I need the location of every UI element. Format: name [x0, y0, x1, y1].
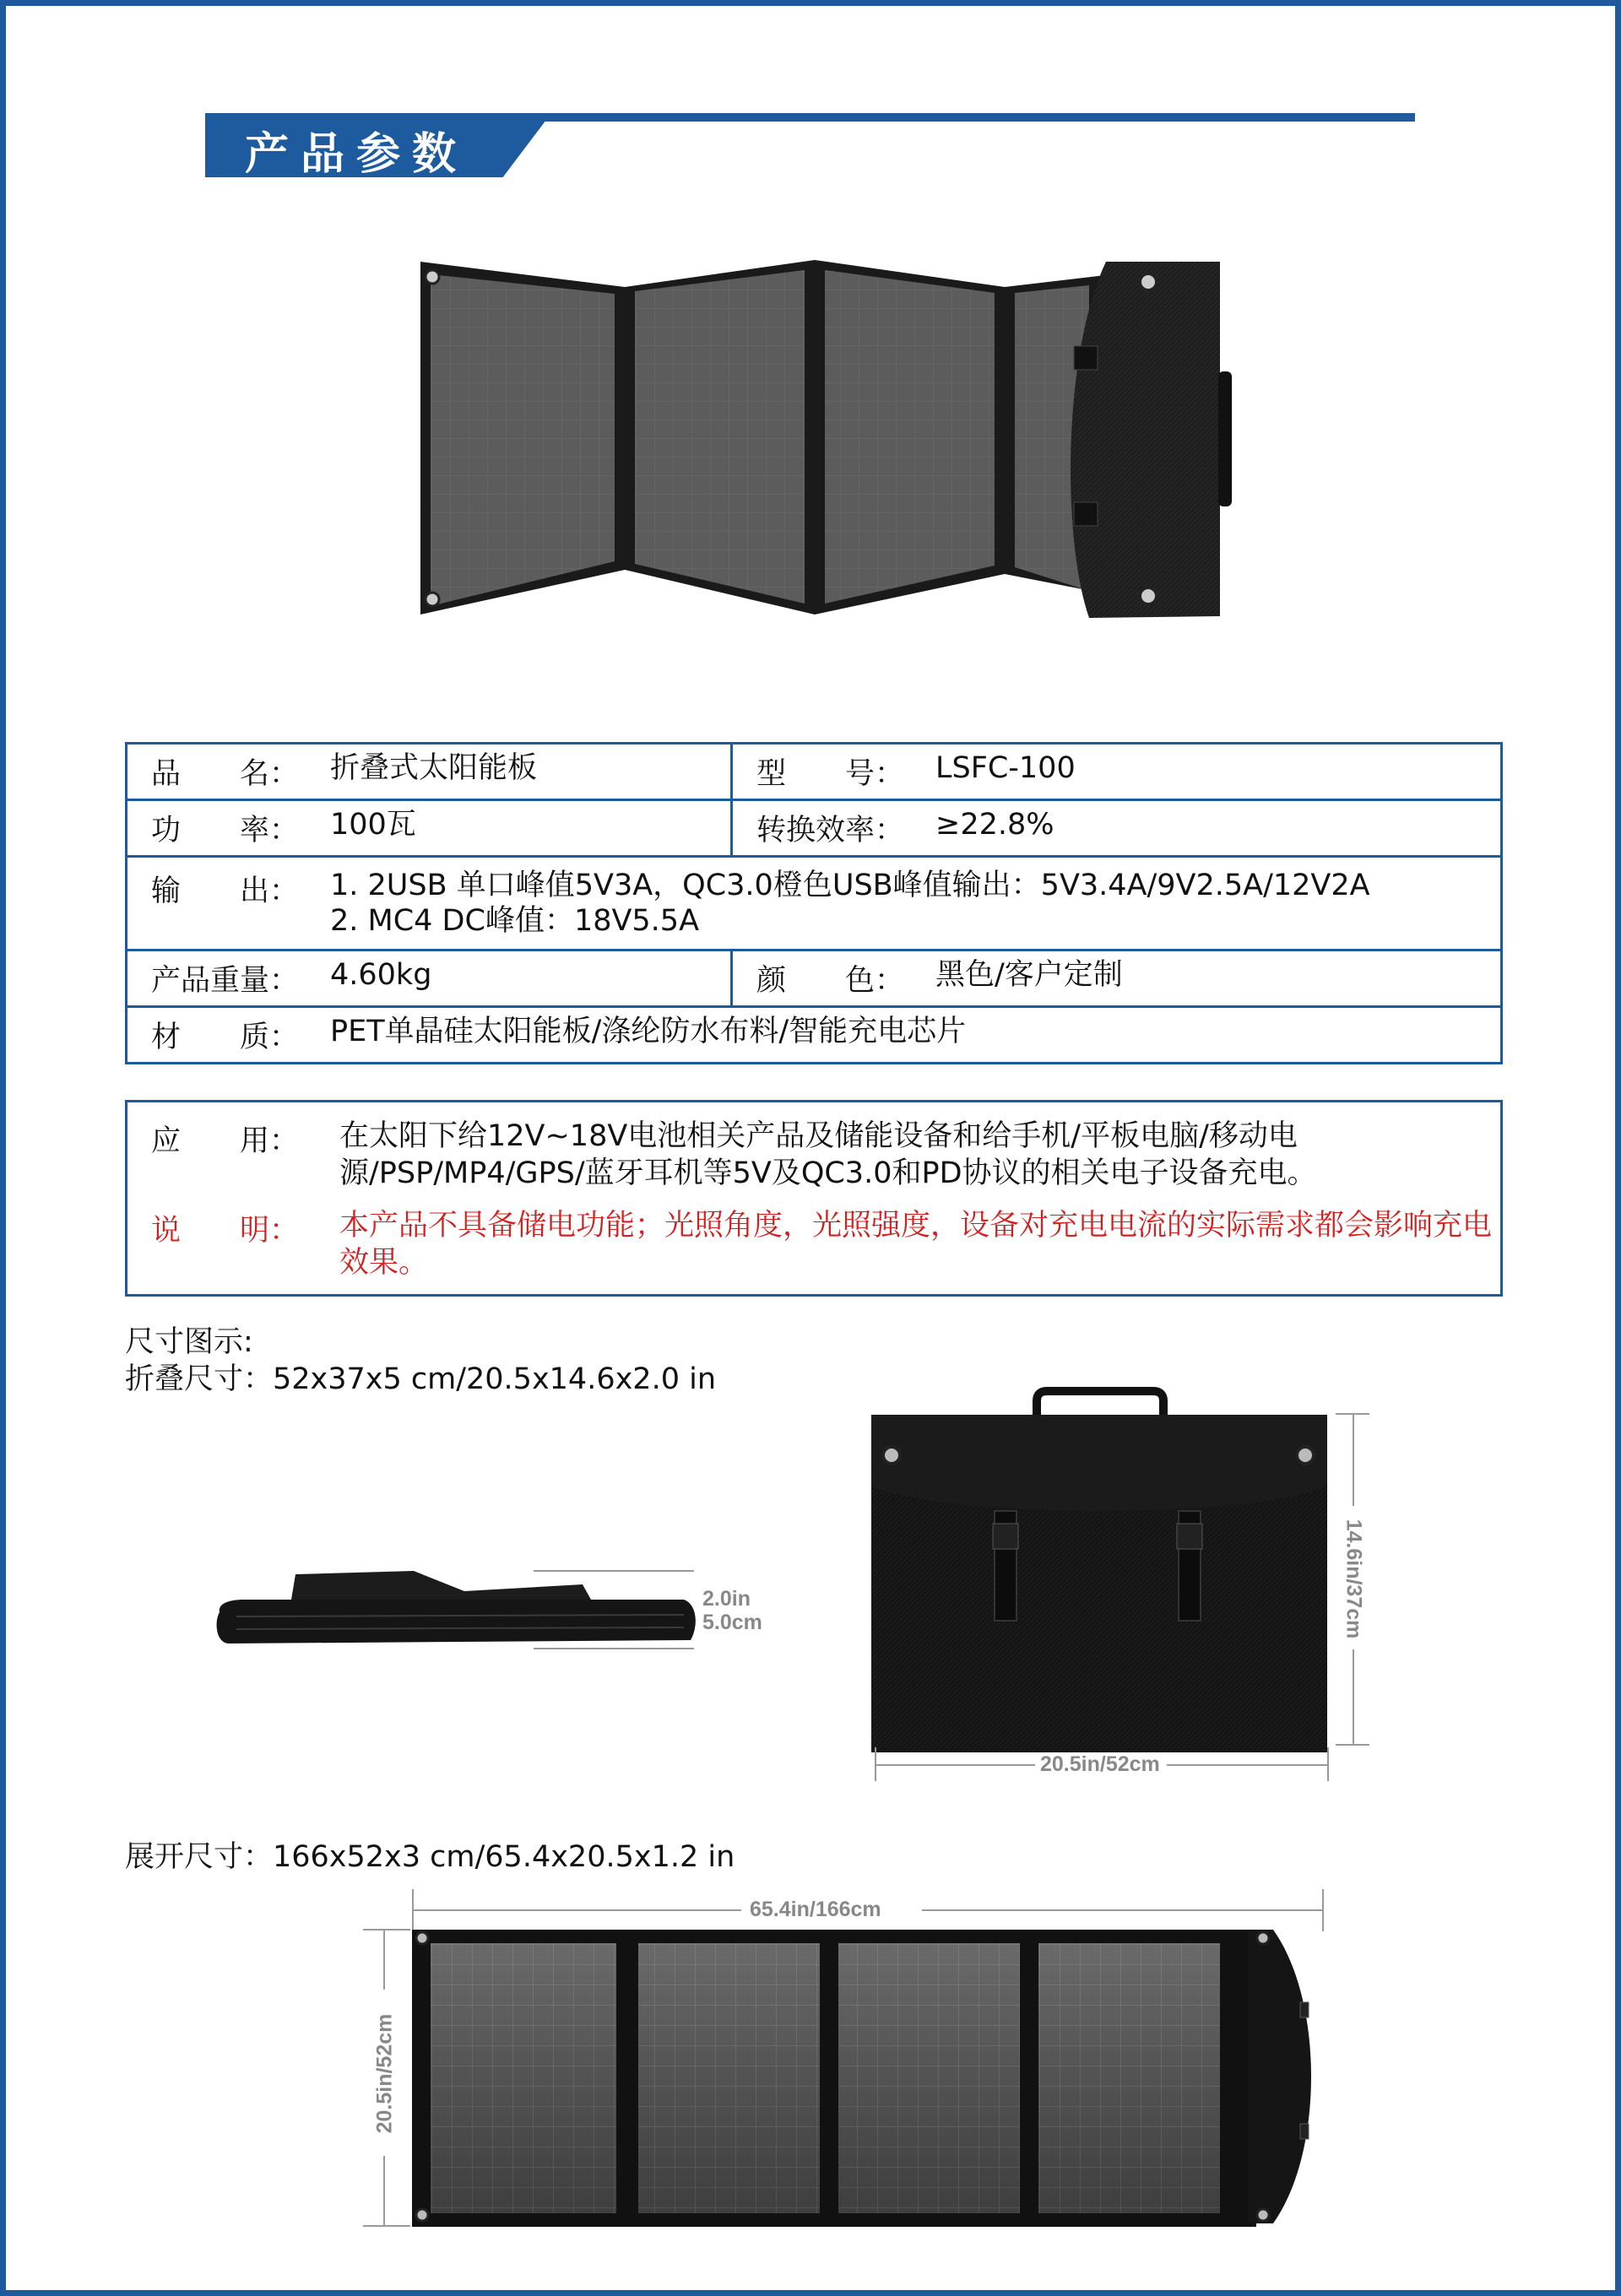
unfolded-height-guide-bottom [363, 2225, 410, 2227]
spec-label-output: 输 出： [151, 875, 300, 908]
folded-front-view-image [868, 1384, 1341, 1756]
unfolded-panel-image [412, 1925, 1324, 2228]
spec-label-efficiency: 转换效率： [756, 814, 905, 847]
width-guide-right [1327, 1747, 1329, 1781]
folded-side-view-image [211, 1566, 701, 1654]
application-value: 在太阳下给12V~18V电池相关产品及储能设备和给手机/平板电脑/移动电源/PSP/MP4/GPS/蓝牙耳机等5V及QC3.0和PD协议的相关电子设备充电。 [339, 1119, 1317, 1190]
spec-value-power: 100瓦 [330, 808, 416, 842]
spec-value-name: 折叠式太阳能板 [330, 751, 538, 785]
thickness-guide-top [534, 1570, 694, 1572]
spec-value-output-2: 2. MC4 DC峰值：18V5.5A [330, 904, 700, 938]
unfolded-height-line-bottom [383, 2156, 385, 2227]
width-line-left [875, 1764, 1035, 1766]
spec-value-material: PET单晶硅太阳能板/涤纶防水布料/智能充电芯片 [330, 1015, 967, 1048]
folded-height-label: 14.6in/37cm [1342, 1519, 1366, 1639]
unfolded-size-label: 展开尺寸：166x52x3 cm/65.4x20.5x1.2 in [125, 1840, 735, 1874]
spec-label-model: 型 号： [756, 757, 905, 791]
spec-label-material: 材 质： [151, 1021, 300, 1054]
spec-value-color: 黑色/客户定制 [935, 958, 1123, 992]
spec-row [127, 950, 1502, 1007]
spec-label-power: 功 率： [151, 814, 300, 847]
height-guide-bottom [1336, 1744, 1369, 1746]
width-line-right [1167, 1764, 1327, 1766]
thickness-in-label: 2.0in [702, 1587, 751, 1611]
folded-size-label: 折叠尺寸：52x37x5 cm/20.5x14.6x2.0 in [125, 1362, 717, 1396]
spec-value-output-1: 1. 2USB 单口峰值5V3A，QC3.0橙色USB峰值输出：5V3.4A/9V2.5A/12V2A [330, 869, 1370, 902]
spec-label-weight: 产品重量： [151, 964, 300, 998]
dimensions-heading: 尺寸图示: [125, 1325, 253, 1359]
spec-value-model: LSFC-100 [935, 751, 1076, 785]
solar-panel-product-image [414, 253, 1233, 625]
spec-row [127, 744, 1502, 800]
note-value: 本产品不具备储电功能；光照角度，光照强度，设备对充电电流的实际需求都会影响充电效果。 [339, 1209, 1493, 1280]
spec-label-color: 颜 色： [756, 964, 905, 998]
spec-table [125, 742, 1503, 1064]
spec-label-name: 品 名： [151, 757, 300, 791]
unfolded-height-guide-top [363, 1929, 410, 1930]
unfolded-height-label: 20.5in/52cm [372, 2013, 397, 2134]
unfolded-height-line-top [383, 1929, 385, 1990]
spec-row [127, 800, 1502, 857]
thickness-cm-label: 5.0cm [702, 1611, 762, 1634]
length-line-left [412, 1909, 741, 1911]
application-label: 应 用： [151, 1124, 300, 1158]
application-box [125, 1100, 1503, 1297]
thickness-guide-bottom [534, 1648, 694, 1649]
spec-value-efficiency: ≥22.8% [935, 808, 1054, 842]
unfolded-length-label: 65.4in/166cm [750, 1898, 881, 1921]
spec-row [127, 1007, 1502, 1064]
folded-width-label: 20.5in/52cm [1040, 1752, 1160, 1776]
page-title: 产品参数 [245, 129, 469, 180]
height-line-top [1353, 1413, 1354, 1506]
length-line-right [922, 1909, 1324, 1911]
height-line-bottom [1353, 1649, 1354, 1744]
spec-value-weight: 4.60kg [330, 958, 432, 992]
note-label: 说 明： [151, 1214, 300, 1248]
spec-row [127, 857, 1502, 950]
